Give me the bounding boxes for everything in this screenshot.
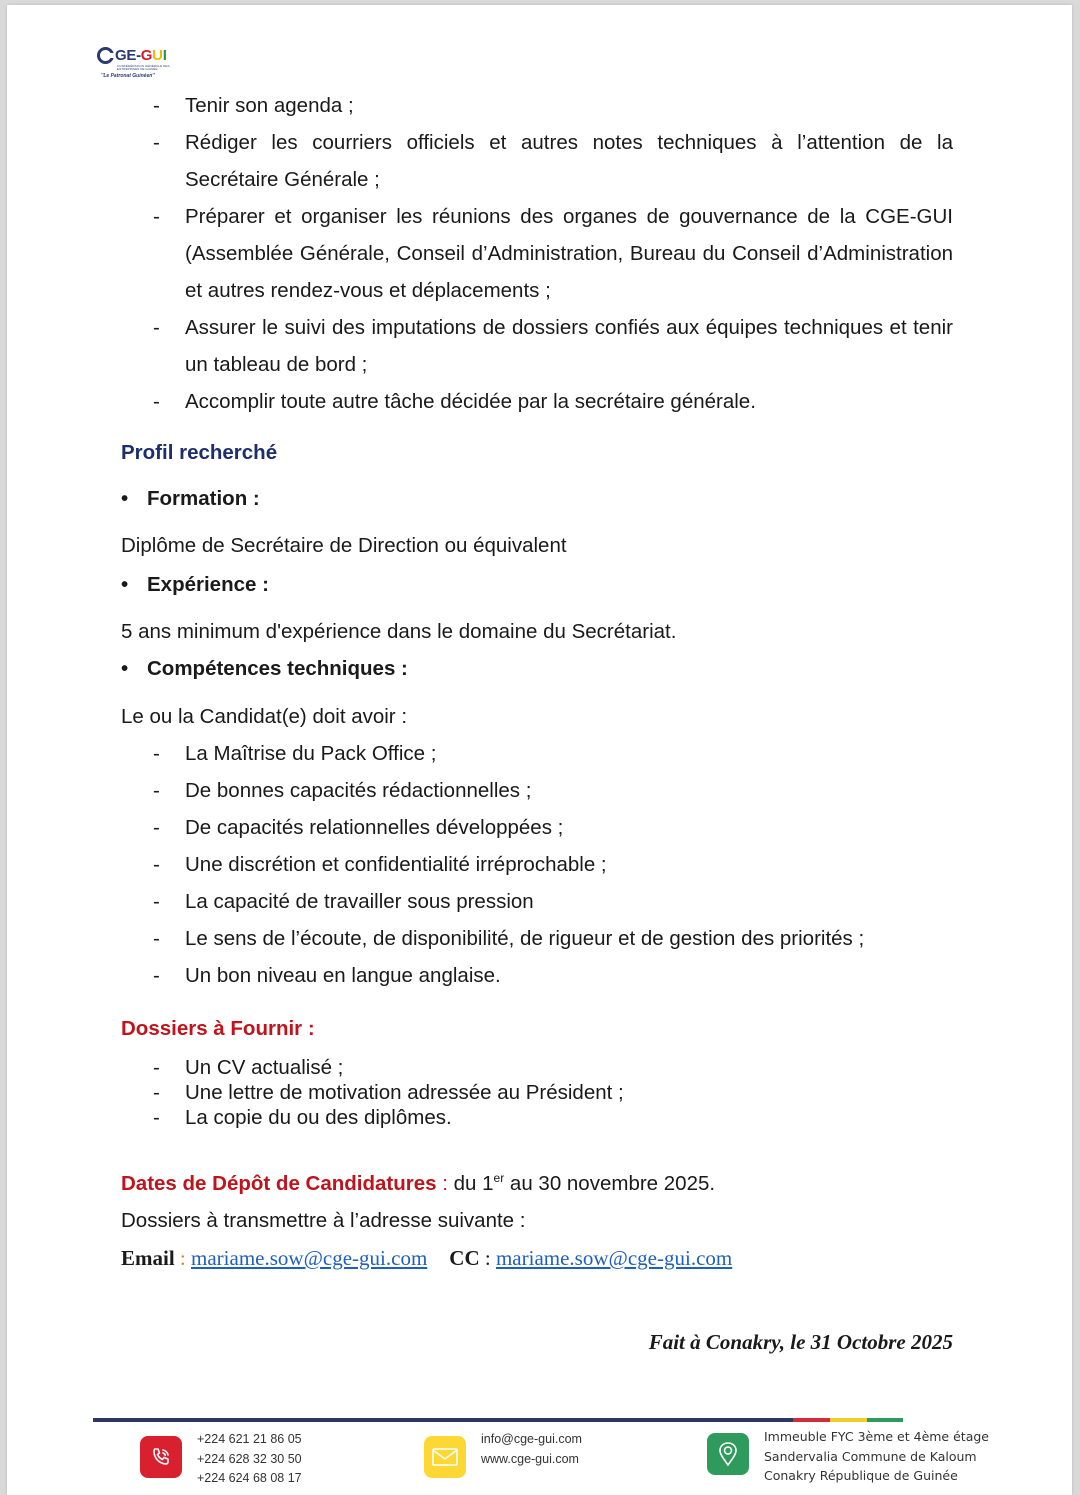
formation-label: • Formation :: [121, 487, 260, 511]
email-label: Email: [121, 1246, 175, 1270]
logo-tagline: ''Le Patronat Guinéen'': [101, 73, 155, 79]
competences-list: [121, 735, 953, 994]
depot-label: Dates de Dépôt de Candidatures: [121, 1172, 437, 1195]
list-item: - Préparer et organiser les réunions des organes de gouvernance de la CGE-GUI (Assemblée Générale, Conseil d’Administration, Bureau du Conseil d’Administration et autres rendez-vous et déplacements ;: [121, 198, 953, 309]
list-item: - La capacité de travailler sous pression: [121, 883, 953, 920]
phone-icon: [140, 1436, 182, 1478]
footer-address: [707, 1427, 989, 1486]
list-item: - De bonnes capacités rédactionnelles ;: [121, 772, 953, 809]
list-item: - Le sens de l’écoute, de disponibilité, de rigueur et de gestion des priorités ;: [121, 920, 953, 957]
location-pin-icon: [707, 1433, 749, 1475]
address-intro: Dossiers à transmettre à l’adresse suivante :: [121, 1209, 526, 1232]
email-line: Email : mariame.sow@cge-gui.com CC : mariame.sow@cge-gui.com: [121, 1246, 733, 1270]
list-item: - Assurer le suivi des imputations de dossiers confiés aux équipes techniques et tenir un tableau de bord ;: [121, 309, 953, 383]
logo-wordmark: GE - G U I: [97, 47, 177, 64]
competences-label: • Compétences techniques :: [121, 657, 408, 681]
list-item: - Une lettre de motivation adressée au Président ;: [121, 1080, 953, 1105]
cc-email-link[interactable]: mariame.sow@cge-gui.com: [495, 1246, 733, 1270]
experience-label: • Expérience :: [121, 573, 269, 597]
document-page: [7, 5, 1072, 1495]
list-item: - Rédiger les courriers officiels et autres notes techniques à l’attention de la Secrétaire Générale ;: [121, 124, 953, 198]
list-item: - La copie du ou des diplômes.: [121, 1105, 953, 1130]
list-item: - La Maîtrise du Pack Office ;: [121, 735, 953, 772]
dossiers-heading: Dossiers à Fournir :: [121, 1017, 315, 1040]
footer-website[interactable]: www.cge-gui.com: [481, 1451, 579, 1466]
profil-heading: Profil recherché: [121, 441, 278, 464]
email-link[interactable]: mariame.sow@cge-gui.com: [191, 1246, 428, 1270]
depot-line: Dates de Dépôt de Candidatures : du 1er au 30 novembre 2025.: [121, 1171, 716, 1195]
missions-list: [121, 87, 953, 420]
list-item: - Un CV actualisé ;: [121, 1055, 953, 1080]
mail-icon: [424, 1436, 466, 1478]
cge-gui-logo: [97, 47, 177, 87]
formation-text: Diplôme de Secrétaire de Direction ou équivalent: [121, 534, 567, 557]
list-item: - Accomplir toute autre tâche décidée par la secrétaire générale.: [121, 383, 953, 420]
logo-subtitle: CONFÉDÉRATION GÉNÉRALE DES ENTREPRISES DE GUINÉE: [117, 64, 170, 71]
contact-web: [481, 1430, 582, 1469]
list-item: - Un bon niveau en langue anglaise.: [121, 957, 953, 994]
list-item: - De capacités relationnelles développées ;: [121, 809, 953, 846]
depot-dates: du 1: [453, 1172, 494, 1195]
signature-date: Fait à Conakry, le 31 Octobre 2025: [648, 1330, 953, 1354]
logo-gear-c-icon: [97, 47, 114, 64]
competences-intro: Le ou la Candidat(e) doit avoir :: [121, 705, 408, 728]
list-item: - Tenir son agenda ;: [121, 87, 953, 124]
phone-numbers: +224 621 21 86 05 +224 628 32 30 50 +224 624 68 08 17: [197, 1432, 302, 1485]
footer-color-bar: [93, 1418, 903, 1422]
footer-email[interactable]: info@cge-gui.com: [481, 1432, 582, 1446]
dossiers-list: [121, 1055, 953, 1130]
experience-text: 5 ans minimum d'expérience dans le domaine du Secrétariat.: [121, 620, 677, 643]
footer-phones: [140, 1430, 302, 1489]
address-lines: Immeuble FYC 3ème et 4ème étage Sandervalia Commune de Kaloum Conakry République de Guinée: [764, 1429, 989, 1483]
footer-web: [424, 1430, 582, 1478]
cc-label: CC: [449, 1246, 480, 1270]
list-item: - Une discrétion et confidentialité irréprochable ;: [121, 846, 953, 883]
